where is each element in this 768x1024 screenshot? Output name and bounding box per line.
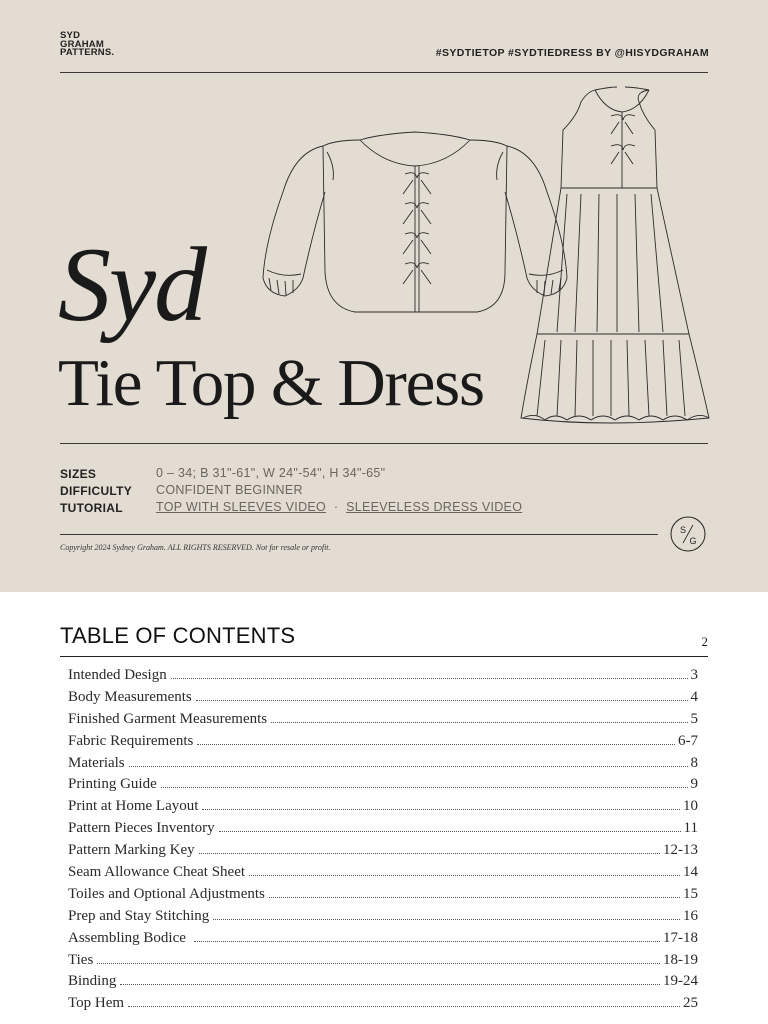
toc-entry[interactable] [68, 886, 698, 908]
toc-entry[interactable] [68, 733, 698, 755]
page-number: 2 [701, 634, 708, 649]
toc-list [68, 667, 698, 1017]
toc-entry-page: 15 [683, 885, 698, 902]
toc-entry[interactable] [68, 908, 698, 930]
toc-entry-page: 8 [690, 754, 698, 771]
toc-entry-label: Body Measurements [68, 688, 192, 705]
toc-entry-page: 4 [690, 688, 698, 705]
sg-monogram-icon [670, 516, 706, 552]
difficulty-label: DIFFICULTY [60, 484, 133, 498]
toc-entry-page: 10 [683, 798, 698, 815]
toc-entry-label: Prep and Stay Stitching [68, 907, 210, 924]
title-script: Syd [58, 226, 206, 343]
toc-entry[interactable] [68, 711, 698, 733]
toc-entry-label: Materials [68, 754, 125, 771]
toc-entry[interactable] [68, 689, 698, 711]
toc-dot-leader [213, 919, 680, 920]
toc-entry[interactable] [68, 952, 698, 974]
toc-entry[interactable] [68, 820, 698, 842]
toc-entry-label: Pattern Pieces Inventory [68, 820, 215, 837]
toc-entry-page: 11 [683, 820, 698, 837]
toc-dot-leader [129, 766, 688, 767]
toc-dot-leader [249, 875, 680, 876]
sizes-label: SIZES [60, 467, 97, 481]
toc-entry[interactable] [68, 930, 698, 952]
toc-dot-leader [197, 744, 675, 745]
toc-entry-page: 16 [683, 907, 698, 924]
toc-entry-label: Top Hem [68, 995, 125, 1012]
sleeveless-dress-video-link[interactable]: SLEEVELESS DRESS VIDEO [346, 500, 523, 514]
title-divider [60, 443, 708, 444]
toc-entry-page: 14 [683, 864, 698, 881]
toc-entry-page: 25 [683, 995, 698, 1012]
tie-top-drawing [263, 132, 567, 312]
toc-entry-page: 18-19 [663, 951, 698, 968]
toc-title: TABLE OF CONTENTS [60, 623, 296, 648]
toc-entry-label: Print at Home Layout [68, 798, 199, 815]
toc-entry-page: 17-18 [663, 929, 698, 946]
toc-entry[interactable] [68, 995, 698, 1017]
brand-line: SYD [60, 30, 81, 41]
toc-dot-leader [161, 787, 688, 788]
toc-entry-page: 6-7 [678, 732, 698, 749]
toc-entry-label: Toiles and Optional Adjustments [68, 885, 265, 902]
toc-entry-label: Printing Guide [68, 776, 157, 793]
toc-entry[interactable] [68, 798, 698, 820]
badge-letter-top: S [679, 525, 687, 535]
toc-dot-leader [97, 963, 660, 964]
toc-entry-label: Seam Allowance Cheat Sheet [68, 864, 246, 881]
tutorial-links [156, 500, 522, 514]
toc-entry-page: 3 [690, 667, 698, 683]
toc-entry-page: 19-24 [663, 973, 698, 990]
title-main: Tie Top & Dress [58, 346, 484, 420]
top-with-sleeves-video-link[interactable]: TOP WITH SLEEVES VIDEO [156, 500, 327, 514]
toc-dot-leader [120, 984, 660, 985]
toc-dot-leader [269, 897, 680, 898]
toc-entry-page: 9 [690, 776, 698, 793]
hashtags: #SYDTIETOP #SYDTIEDRESS BY @HISYDGRAHAM [435, 47, 709, 59]
tie-dress-drawing [521, 87, 709, 423]
toc-entry[interactable] [68, 973, 698, 995]
toc-entry-label: Binding [68, 973, 117, 990]
toc-dot-leader [219, 831, 681, 832]
toc-entry-label: Pattern Marking Key [68, 842, 195, 859]
toc-entry-label: Assembling Bodice [68, 929, 190, 946]
toc-dot-leader [271, 722, 687, 723]
link-separator: · [333, 500, 339, 514]
header-divider [60, 72, 708, 73]
difficulty-value: CONFIDENT BEGINNER [156, 483, 303, 497]
toc-dot-leader [196, 700, 688, 701]
toc-entry[interactable] [68, 842, 698, 864]
toc-dot-leader [128, 1006, 680, 1007]
toc-entry[interactable] [68, 864, 698, 886]
toc-dot-leader [202, 809, 680, 810]
toc-entry-page: 12-13 [663, 842, 698, 859]
toc-entry[interactable] [68, 755, 698, 777]
tutorial-label: TUTORIAL [60, 501, 123, 515]
brand-line: PATTERNS. [60, 47, 115, 58]
badge-letter-bottom: G [689, 536, 697, 546]
toc-dot-leader [194, 941, 660, 942]
brand-logo [60, 32, 114, 58]
toc-entry-label: Ties [68, 951, 94, 968]
toc-entry-label: Finished Garment Measurements [68, 710, 268, 727]
toc-entry[interactable] [68, 667, 698, 689]
brand-line: GRAHAM [60, 38, 104, 50]
copyright-notice: Copyright 2024 Sydney Graham. ALL RIGHTS RESERVED. Not for resale or profit. [60, 543, 331, 552]
footer-divider [60, 534, 658, 535]
toc-entry-label: Fabric Requirements [68, 732, 194, 749]
toc-dot-leader [171, 678, 688, 679]
toc-entry[interactable] [68, 776, 698, 798]
toc-dot-leader [199, 853, 660, 854]
sizes-value: 0 – 34; B 31"-61", W 24"-54", H 34"-65" [156, 466, 386, 480]
toc-divider [60, 656, 708, 657]
toc-entry-page: 5 [690, 710, 698, 727]
toc-entry-label: Intended Design [68, 667, 167, 683]
